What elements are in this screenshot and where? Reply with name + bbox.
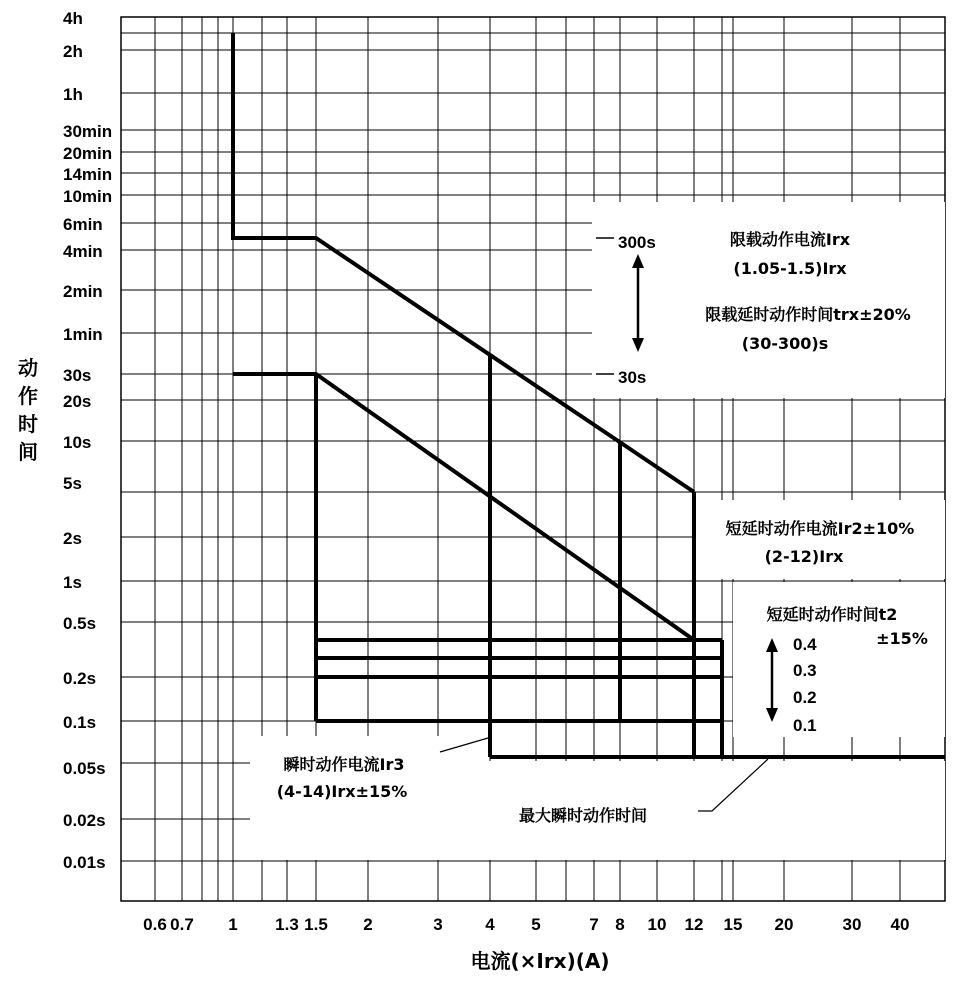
y-tick-label: 0.01s <box>63 853 106 872</box>
short-delay-time-line2: ±15% <box>876 629 928 648</box>
y-tick-label: 2s <box>63 529 82 548</box>
long-delay-bottom-value: 30s <box>618 368 647 387</box>
x-tick-label: 1.3 <box>275 915 299 934</box>
x-tick-label: 7 <box>589 915 599 934</box>
long-delay-line4: (30-300)s <box>741 334 829 353</box>
instant-current-line1: 瞬时动作电流Ir3 <box>283 755 405 774</box>
x-tick-label: 15 <box>723 915 743 934</box>
x-tick-label: 40 <box>890 915 910 934</box>
y-tick-label: 0.05s <box>63 759 106 778</box>
y-tick-label: 2min <box>63 282 103 301</box>
y-tick-label: 30min <box>63 122 113 141</box>
y-tick-label: 5s <box>63 474 82 493</box>
y-tick-label: 20s <box>63 392 92 411</box>
x-axis-title: 电流(×Irx)(A) <box>470 949 610 973</box>
short-delay-current-line2: (2-12)Irx <box>764 547 844 566</box>
x-tick-label: 2 <box>363 915 373 934</box>
x-tick-label: 8 <box>615 915 625 934</box>
x-tick-label: 1.5 <box>304 915 328 934</box>
instant-current-line2: (4-14)Irx±15% <box>276 782 408 801</box>
short-delay-value-02: 0.2 <box>793 688 817 707</box>
y-tick-label: 6min <box>63 215 103 234</box>
long-delay-line1: 限载动作电流Irx <box>729 230 851 249</box>
y-tick-label: 0.1s <box>63 713 97 732</box>
y-axis-title-char-2: 作 <box>18 384 38 408</box>
short-delay-value-01: 0.1 <box>793 716 817 735</box>
y-axis-title <box>18 356 38 464</box>
x-tick-label: 5 <box>531 915 541 934</box>
y-tick-label: 20min <box>63 144 113 163</box>
short-delay-value-04: 0.4 <box>793 635 817 654</box>
x-tick-label: 30 <box>842 915 862 934</box>
instant-time-line1: 最大瞬时动作时间 <box>518 806 648 825</box>
short-delay-value-03: 0.3 <box>793 661 817 680</box>
y-axis-title-char-3: 时 <box>18 412 38 436</box>
x-tick-label: 20 <box>774 915 794 934</box>
y-tick-label: 0.02s <box>63 811 106 830</box>
y-tick-label: 4min <box>63 242 103 261</box>
y-tick-label: 2h <box>63 42 83 61</box>
y-tick-label: 10s <box>63 433 92 452</box>
y-tick-label: 0.5s <box>63 614 97 633</box>
long-delay-line2: (1.05-1.5)Irx <box>733 259 847 278</box>
x-tick-label: 0.7 <box>170 915 194 934</box>
x-tick-label: 10 <box>647 915 667 934</box>
y-tick-label: 1s <box>63 573 82 592</box>
y-axis-title-char-4: 间 <box>18 440 38 464</box>
y-tick-label: 1min <box>63 325 103 344</box>
long-delay-line3: 限载延时动作时间trx±20% <box>705 305 911 324</box>
short-delay-time-line1: 短延时动作时间t2 <box>766 605 898 624</box>
x-tick-label: 3 <box>433 915 443 934</box>
x-tick-label: 4 <box>485 915 495 934</box>
y-tick-label: 1h <box>63 85 83 104</box>
y-tick-label: 14min <box>63 165 113 184</box>
long-delay-top-value: 300s <box>618 233 656 252</box>
x-tick-label: 1 <box>228 915 238 934</box>
y-tick-label: 4h <box>63 9 83 28</box>
x-tick-label: 12 <box>684 915 704 934</box>
short-delay-current-box <box>696 500 945 579</box>
y-tick-label: 10min <box>63 187 113 206</box>
x-tick-label: 0.6 <box>143 915 167 934</box>
short-delay-current-line1: 短延时动作电流Ir2±10% <box>725 519 915 538</box>
y-tick-label: 0.2s <box>63 669 97 688</box>
y-tick-label: 30s <box>63 366 92 385</box>
y-axis-title-char-1: 动 <box>18 356 38 380</box>
